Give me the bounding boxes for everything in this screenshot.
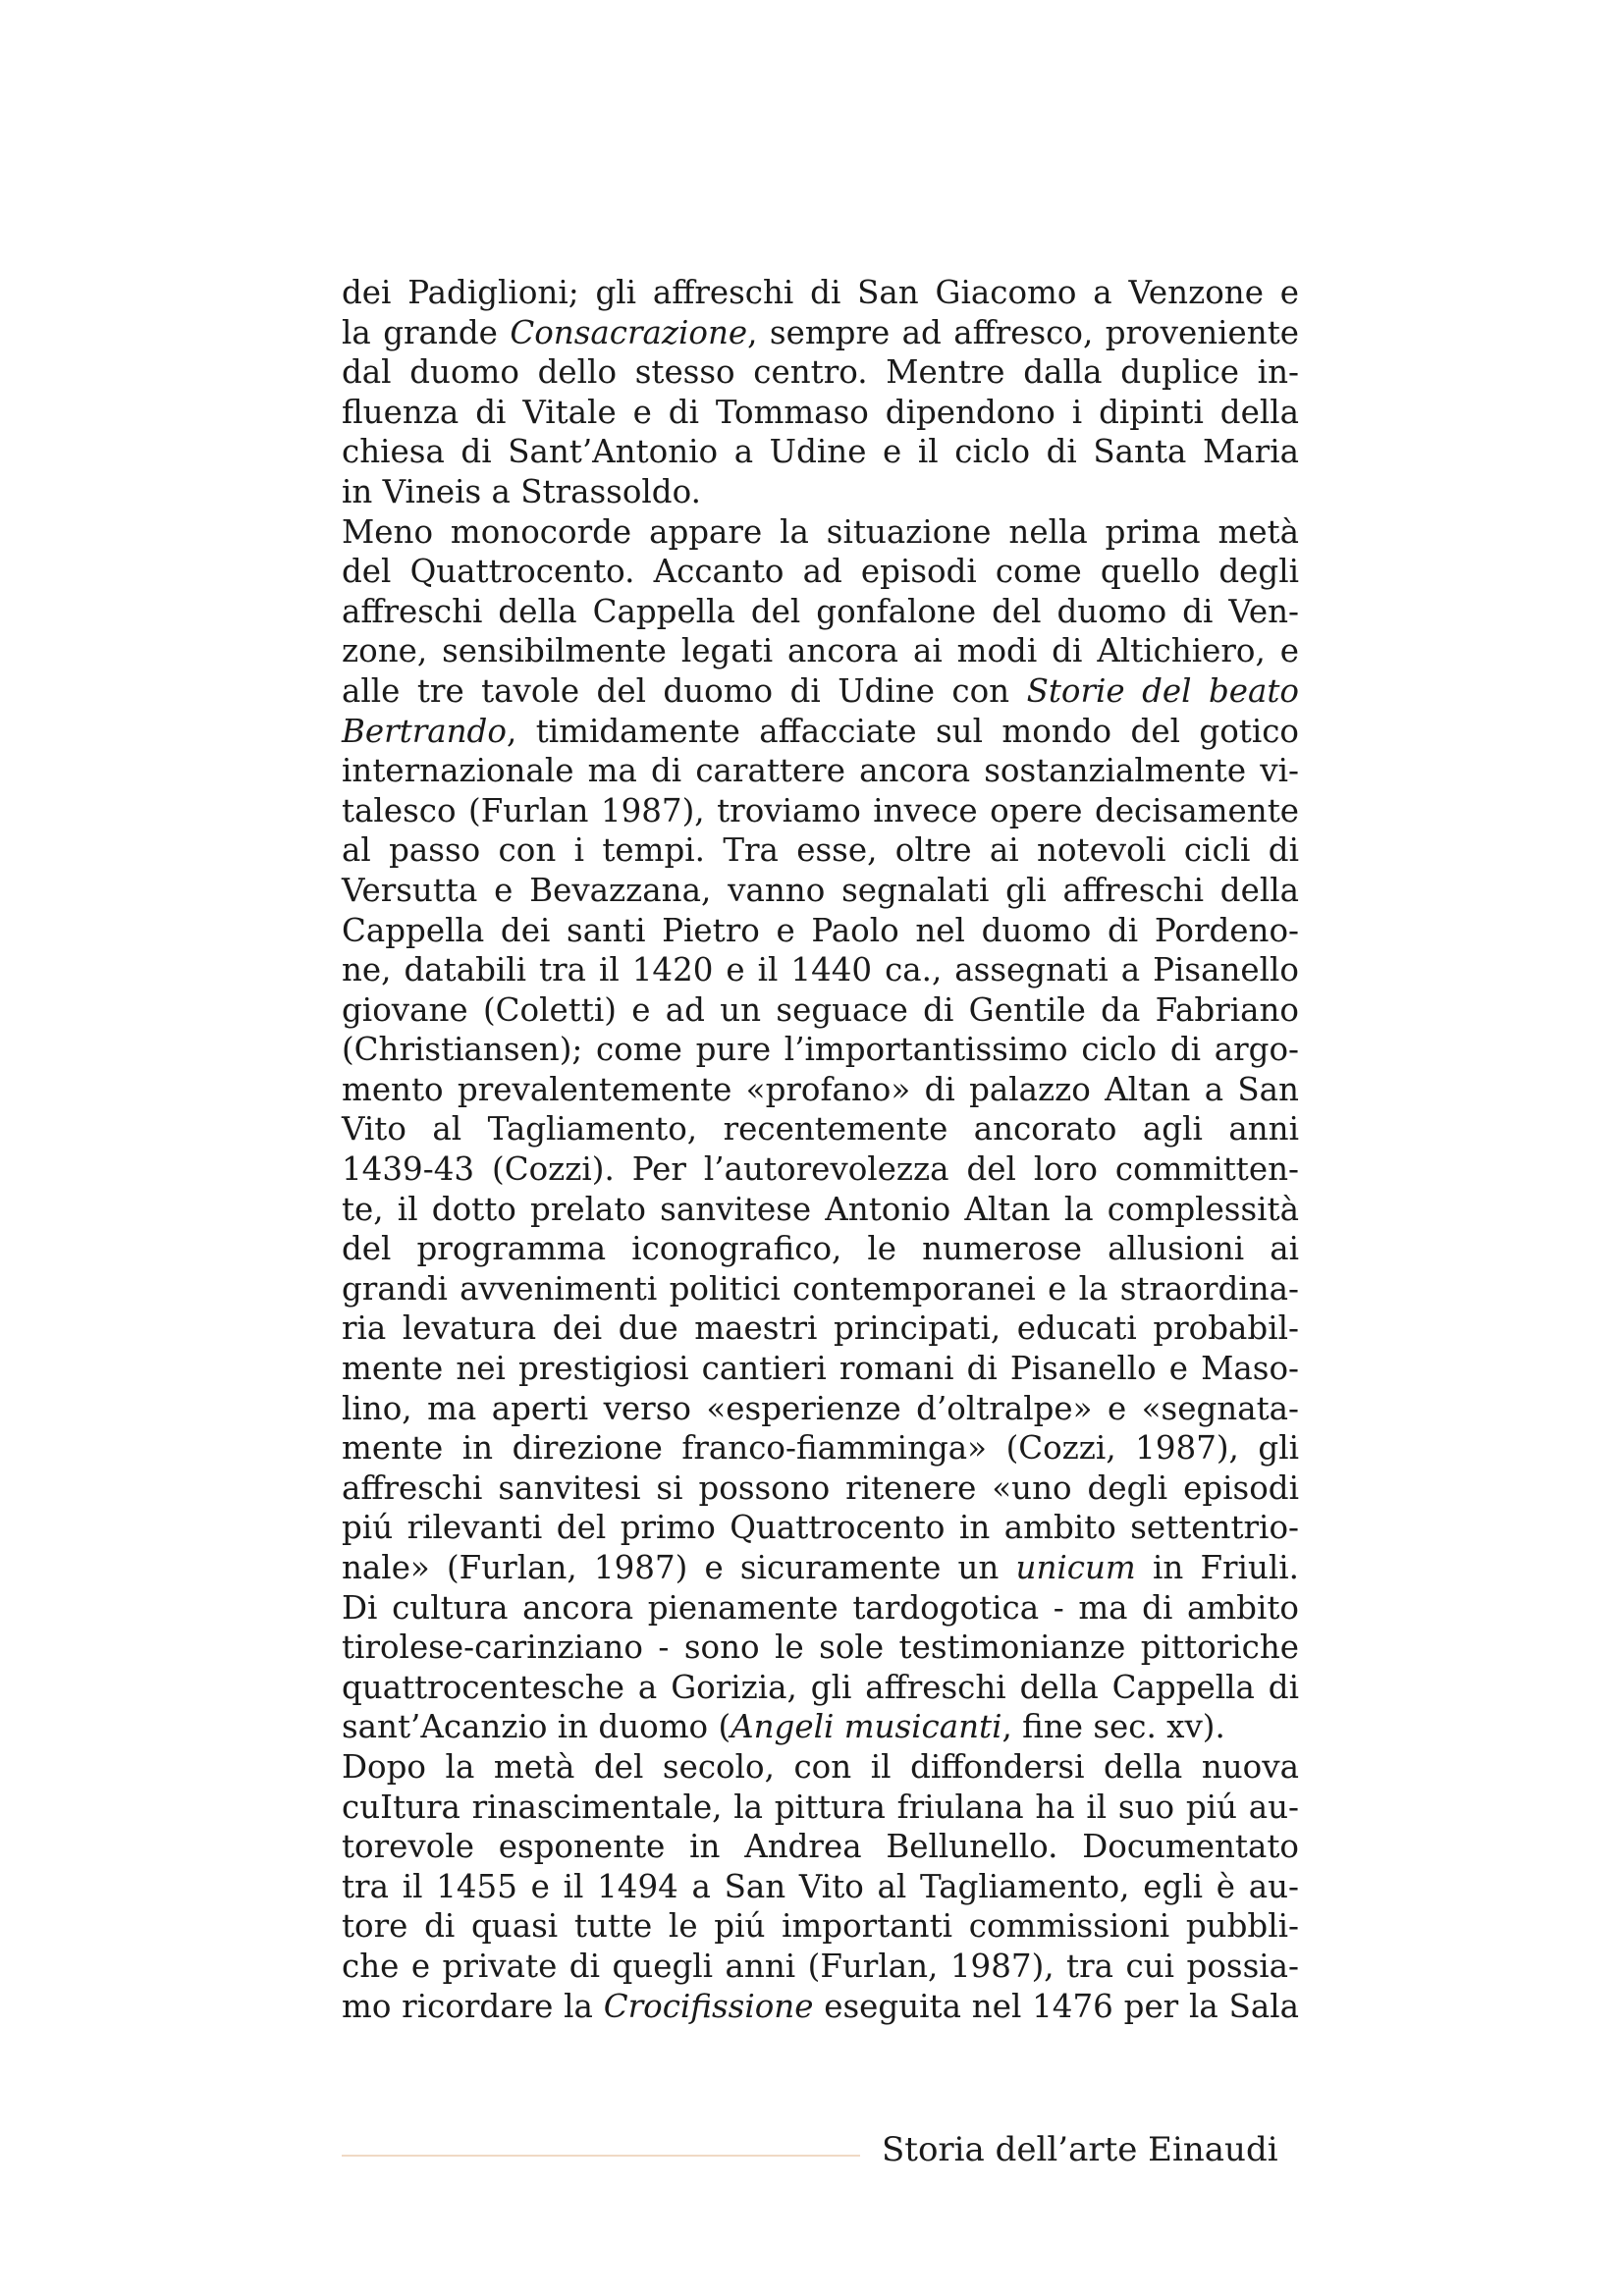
- text-line: che e private di quegli anni (Furlan, 1987), tra cui possia-: [342, 1947, 1299, 1985]
- text-line: quattrocentesche a Gorizia, gli affreschi della Cappella di: [342, 1668, 1299, 1706]
- text-line: lino, ma aperti verso «esperienze d’oltralpe» e «segnata-: [342, 1389, 1299, 1427]
- text-line: [342, 1707, 1299, 1747]
- text-line: [342, 313, 1299, 353]
- text-line: in Vineis a Strassoldo.: [342, 472, 701, 510]
- text-line: giovane (Coletti) e ad un seguace di Gentile da Fabriano: [342, 990, 1299, 1029]
- text-line: torevole esponente in Andrea Bellunello. Documentato: [342, 1828, 1299, 1866]
- text-line: 1439-43 (Cozzi). Per l’autorevolezza del loro committen-: [342, 1150, 1299, 1189]
- text-line: tirolese-carinziano - sono le sole testimonianze pittoriche: [342, 1629, 1299, 1667]
- text-run: , fine sec. xv).: [1001, 1708, 1225, 1746]
- text-line: ne, databili tra il 1420 e il 1440 ca., assegnati a Pisanello: [342, 951, 1299, 989]
- text-line: [342, 1548, 1299, 1588]
- text-line: dei Padiglioni; gli affreschi di San Giacomo a Venzone e: [342, 274, 1299, 311]
- footer-title: Storia dell’arte Einaudi: [882, 2130, 1278, 2169]
- italic-title: Storie del beato: [1026, 671, 1299, 710]
- text-line: mento prevalentemente «profano» di palazzo Altan a San: [342, 1070, 1299, 1108]
- text-line: mente nei prestigiosi cantieri romani di Pisanello e Maso-: [342, 1350, 1299, 1388]
- text-line: talesco (Furlan 1987), troviamo invece opere decisamente: [342, 791, 1299, 829]
- text-line: affreschi della Cappella del gonfalone del duomo di Ven-: [342, 592, 1299, 630]
- italic-title: unicum: [1015, 1549, 1136, 1586]
- footer-divider: [342, 2155, 860, 2157]
- text-line: mente in direzione franco-fiamminga» (Cozzi, 1987), gli: [342, 1429, 1299, 1468]
- text-line: [342, 1987, 1299, 2027]
- text-line: piú rilevanti del primo Quattrocento in ambito settentrio-: [342, 1509, 1299, 1547]
- text-line: Meno monocorde appare la situazione nella prima metà: [342, 512, 1299, 551]
- text-line: dal duomo dello stesso centro. Mentre dalla duplice in-: [342, 353, 1299, 392]
- text-line: al passo con i tempi. Tra esse, oltre ai notevoli cicli di: [342, 831, 1299, 870]
- text-line: chiesa di Sant’Antonio a Udine e il ciclo di Santa Maria: [342, 433, 1299, 471]
- italic-title: Consacrazione: [510, 313, 748, 351]
- text-line: fluenza di Vitale e di Tommaso dipendono i dipinti della: [342, 393, 1299, 431]
- text-line: ria levatura dei due maestri principati, educati probabil-: [342, 1309, 1299, 1348]
- text-line: Vito al Tagliamento, recentemente ancorato agli anni: [342, 1110, 1299, 1148]
- body-text: [342, 273, 1299, 2026]
- text-line: Cappella dei santi Pietro e Paolo nel duomo di Pordeno-: [342, 911, 1299, 949]
- text-run: la grande: [342, 313, 511, 351]
- text-line: grandi avvenimenti politici contemporanei e la straordina-: [342, 1269, 1299, 1308]
- text-line: del programma iconografico, le numerose allusioni ai: [342, 1230, 1299, 1268]
- text-run: sant’Acanzio in duomo (: [342, 1708, 731, 1746]
- text-run: , sempre ad affresco, proveniente: [747, 313, 1300, 351]
- text-run: eseguita nel 1476 per la Sala: [813, 1987, 1299, 2025]
- text-run: alle tre tavole del duomo di Udine con: [342, 671, 1027, 710]
- text-line: zone, sensibilmente legati ancora ai modi di Altichiero, e: [342, 632, 1299, 670]
- text-line: tore di quasi tutte le piú importanti commissioni pubbli-: [342, 1907, 1299, 1946]
- text-line: Versutta e Bevazzana, vanno segnalati gli affreschi della: [342, 871, 1299, 909]
- text-line: [342, 712, 1299, 752]
- text-run: in Friuli.: [1135, 1549, 1299, 1586]
- text-run: , timidamente affacciate sul mondo del gotico: [506, 712, 1299, 750]
- text-line: te, il dotto prelato sanvitese Antonio Altan la complessità: [342, 1190, 1299, 1228]
- italic-title: Bertrando: [342, 712, 507, 750]
- text-run: nale» (Furlan, 1987) e sicuramente un: [342, 1549, 1016, 1586]
- text-line: internazionale ma di carattere ancora sostanzialmente vi-: [342, 752, 1299, 790]
- text-line: del Quattrocento. Accanto ad episodi come quello degli: [342, 553, 1299, 591]
- text-line: affreschi sanvitesi si possono ritenere «uno degli episodi: [342, 1468, 1299, 1507]
- text-line: Dopo la metà del secolo, con il diffondersi della nuova: [342, 1747, 1299, 1786]
- text-line: cuItura rinascimentale, la pittura friulana ha il suo piú au-: [342, 1788, 1299, 1826]
- text-run: mo ricordare la: [342, 1987, 604, 2025]
- italic-title: Crocifissione: [603, 1987, 814, 2025]
- text-line: Di cultura ancora pienamente tardogotica - ma di ambito: [342, 1588, 1299, 1627]
- text-line: [342, 671, 1299, 712]
- text-line: tra il 1455 e il 1494 a San Vito al Tagliamento, egli è au-: [342, 1867, 1299, 1905]
- text-line: (Christiansen); come pure l’importantissimo ciclo di argo-: [342, 1031, 1299, 1069]
- italic-title: Angeli musicanti: [730, 1708, 1002, 1746]
